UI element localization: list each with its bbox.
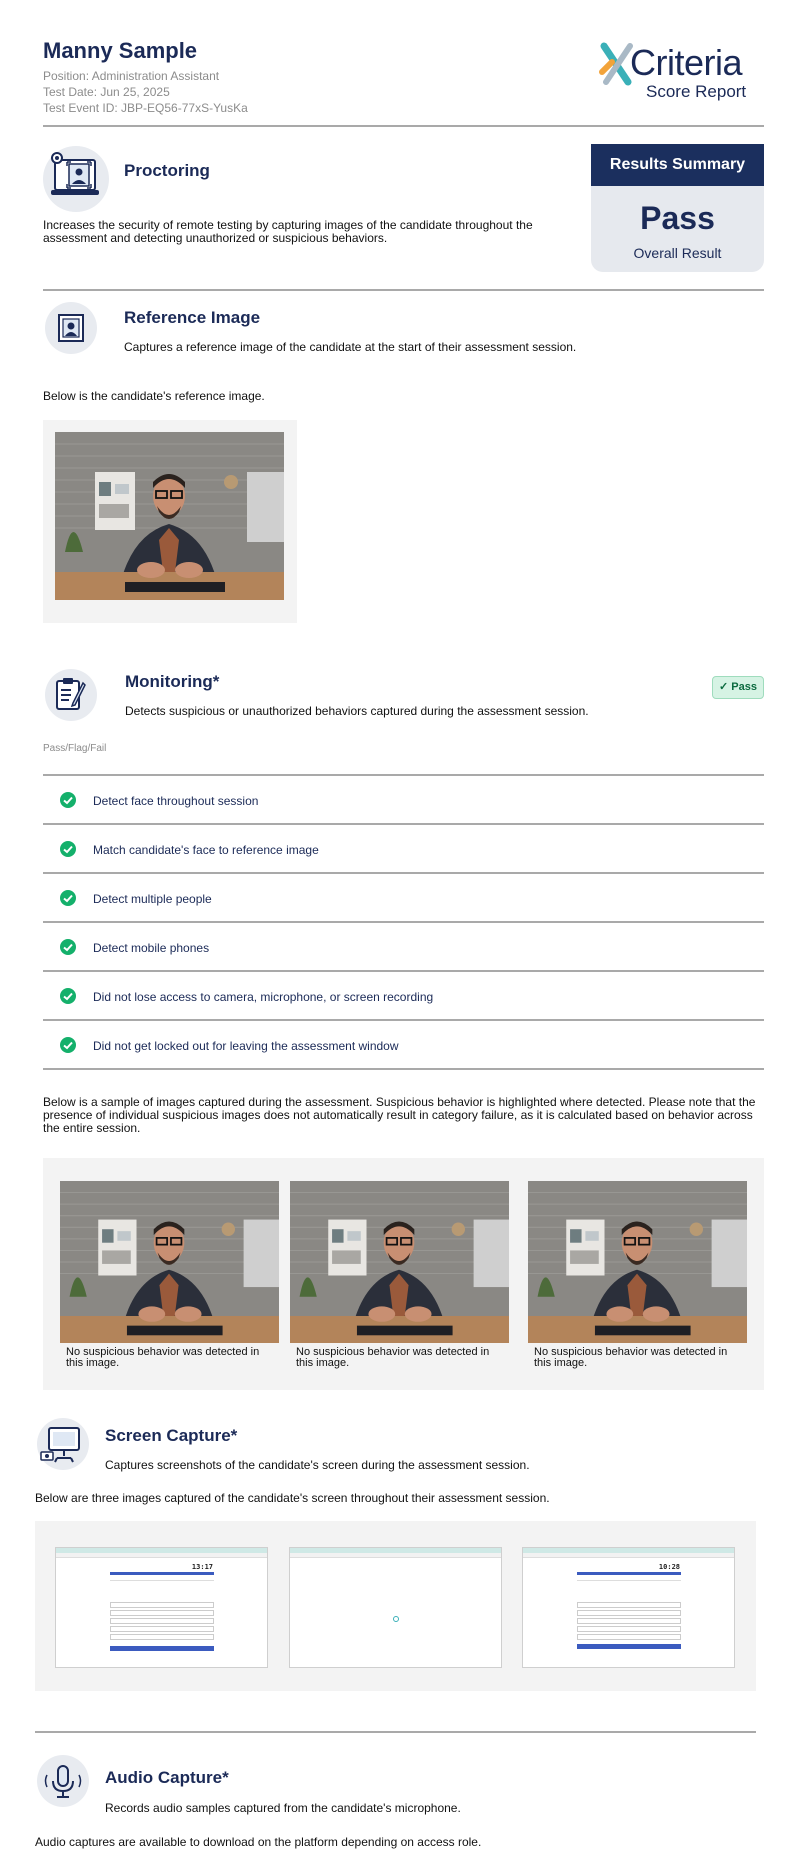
assessment-timer: 13:17 bbox=[191, 1563, 213, 1571]
sample-photo bbox=[528, 1181, 747, 1343]
check-label: Detect multiple people bbox=[93, 892, 212, 906]
sample-caption: No suspicious behavior was detected in this image. bbox=[66, 1346, 260, 1369]
microphone-icon bbox=[37, 1755, 89, 1807]
reference-image-description: Captures a reference image of the candidate at the start of their assessment session. bbox=[124, 340, 577, 354]
clipboard-pen-icon bbox=[45, 669, 97, 721]
proctoring-icon bbox=[43, 146, 109, 212]
reference-image-intro: Below is the candidate's reference image. bbox=[43, 389, 265, 403]
laptop-camera-icon bbox=[43, 146, 109, 212]
test-event-id: Test Event ID: JBP-EQ56-77xS-YusKa bbox=[43, 101, 248, 115]
check-row bbox=[43, 776, 764, 825]
portrait-frame-icon bbox=[45, 302, 97, 354]
check-row bbox=[43, 874, 764, 923]
screenshot-thumbnail bbox=[289, 1547, 502, 1668]
check-label: Detect face throughout session bbox=[93, 794, 259, 808]
test-date: Test Date: Jun 25, 2025 bbox=[43, 85, 170, 99]
sample-caption: No suspicious behavior was detected in this image. bbox=[296, 1346, 490, 1369]
screen-capture-description: Captures screenshots of the candidate's screen during the assessment session. bbox=[105, 1458, 530, 1472]
sample-photo bbox=[60, 1181, 279, 1343]
screen-capture-divider bbox=[35, 1731, 756, 1733]
screen-capture-icon bbox=[37, 1418, 89, 1470]
check-label: Match candidate's face to reference image bbox=[93, 843, 319, 857]
monitoring-badge-label: Pass bbox=[731, 681, 757, 693]
header-divider bbox=[43, 125, 764, 127]
monitoring-description: Detects suspicious or unauthorized behaviors captured during the assessment session. bbox=[125, 704, 589, 718]
computer-monitor-icon bbox=[37, 1418, 89, 1470]
check-circle-icon bbox=[60, 939, 76, 955]
proctoring-divider bbox=[43, 289, 764, 291]
proctoring-title: Proctoring bbox=[124, 161, 210, 180]
assessment-timer: 10:28 bbox=[658, 1563, 680, 1571]
sample-photo bbox=[290, 1181, 509, 1343]
scale-label: Pass/Flag/Fail bbox=[43, 743, 107, 754]
check-circle-icon bbox=[60, 792, 76, 808]
check-row bbox=[43, 825, 764, 874]
reference-image-icon bbox=[45, 302, 97, 354]
check-icon: ✓ bbox=[719, 681, 729, 693]
reference-image-title: Reference Image bbox=[124, 308, 261, 327]
sample-caption: No suspicious behavior was detected in this image. bbox=[534, 1346, 728, 1369]
check-row bbox=[43, 923, 764, 972]
check-row bbox=[43, 1021, 764, 1070]
check-label: Detect mobile phones bbox=[93, 941, 210, 955]
monitoring-status-badge bbox=[712, 676, 764, 699]
audio-capture-note: Audio captures are available to download on the platform depending on access role. bbox=[35, 1835, 482, 1849]
check-label: Did not get locked out for leaving the assessment window bbox=[93, 1039, 399, 1053]
audio-capture-icon bbox=[37, 1755, 89, 1807]
check-label: Did not lose access to camera, microphone, or screen recording bbox=[93, 990, 434, 1004]
monitoring-title: Monitoring* bbox=[125, 672, 220, 691]
screenshot-thumbnail bbox=[522, 1547, 735, 1668]
reference-photo bbox=[55, 432, 284, 600]
sample-intro: Below is a sample of images captured during the assessment. Suspicious behavior is highlighted where detected. Please note that the presence of individual suspicious images does not automatically result in category failure, as it is calculated based on behavior across the entire session. bbox=[43, 1095, 756, 1135]
proctoring-description: Increases the security of remote testing by capturing images of the candidate throughout the assessment and detecting unauthorized or suspicious behaviors. bbox=[43, 218, 533, 245]
screen-capture-intro: Below are three images captured of the candidate's screen throughout their assessment session. bbox=[35, 1491, 550, 1505]
candidate-photo-image bbox=[55, 432, 284, 600]
screen-capture-title: Screen Capture* bbox=[105, 1426, 238, 1445]
results-summary-header: Results Summary bbox=[591, 144, 764, 186]
results-summary bbox=[591, 144, 764, 272]
candidate-position: Position: Administration Assistant bbox=[43, 69, 220, 83]
audio-capture-title: Audio Capture* bbox=[105, 1768, 229, 1787]
overall-result-label: Overall Result bbox=[633, 245, 722, 261]
monitoring-icon bbox=[45, 669, 97, 721]
screenshot-thumbnail bbox=[55, 1547, 268, 1668]
criteria-logo bbox=[592, 40, 762, 104]
check-circle-icon bbox=[60, 841, 76, 857]
check-circle-icon bbox=[60, 988, 76, 1004]
check-circle-icon bbox=[60, 890, 76, 906]
overall-result: Pass bbox=[640, 200, 715, 236]
check-circle-icon bbox=[60, 1037, 76, 1053]
check-row bbox=[43, 972, 764, 1021]
candidate-name: Manny Sample bbox=[43, 38, 198, 63]
logo-subtitle: Score Report bbox=[646, 82, 747, 101]
audio-capture-description: Records audio samples captured from the candidate's microphone. bbox=[105, 1801, 461, 1815]
logo-wordmark: Criteria bbox=[630, 42, 743, 83]
